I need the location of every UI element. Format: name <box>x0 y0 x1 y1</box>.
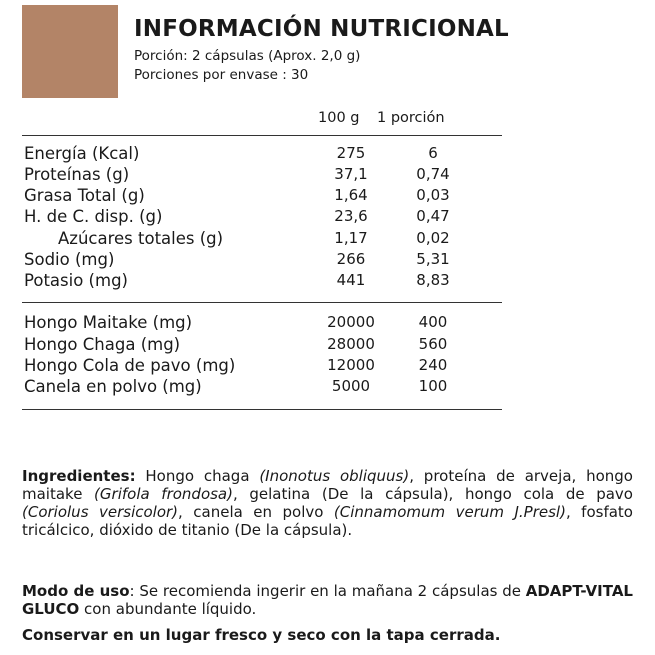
ingredients-paragraph <box>22 467 633 539</box>
value-serving: 0,74 <box>416 165 450 183</box>
value-100g: 37,1 <box>334 165 368 183</box>
value-serving: 0,47 <box>416 207 450 225</box>
value-serving: 560 <box>418 335 448 353</box>
scientific-name: (Cinnamomum verum J.Presl) <box>333 503 566 521</box>
page-title: INFORMACIÓN NUTRICIONAL <box>134 16 509 42</box>
table-row <box>22 271 502 292</box>
ingredients-text: , proteína de arveja, hongo maitake <box>22 467 633 503</box>
table-row <box>22 250 502 271</box>
usage-paragraph <box>22 582 633 618</box>
ingredients-text: , gelatina (De la cápsula), hongo cola de pavo <box>232 485 633 503</box>
value-serving: 240 <box>418 356 448 374</box>
value-100g: 12000 <box>327 356 375 374</box>
table-row <box>22 313 502 334</box>
value-serving: 6 <box>428 144 438 162</box>
ingredients-heading: Ingredientes: <box>22 467 136 485</box>
table-row <box>22 144 502 165</box>
table-row <box>22 377 502 398</box>
value-serving: 100 <box>418 377 448 395</box>
value-100g: 5000 <box>331 377 371 395</box>
usage-heading: Modo de uso <box>22 582 130 600</box>
row-label: Hongo Cola de pavo (mg) <box>24 356 236 375</box>
value-100g: 1,64 <box>334 186 368 204</box>
row-label: Energía (Kcal) <box>24 144 140 163</box>
value-100g: 275 <box>336 144 366 162</box>
divider-top <box>22 135 502 136</box>
value-serving: 400 <box>418 313 448 331</box>
value-100g: 20000 <box>327 313 375 331</box>
row-label: Proteínas (g) <box>24 165 130 184</box>
table-row <box>22 356 502 377</box>
value-serving: 0,03 <box>416 186 450 204</box>
divider-middle <box>22 302 502 303</box>
ingredients-text: , fosfato tricálcico, dióxido de titanio (De la cápsula). <box>22 503 633 539</box>
row-label: Sodio (mg) <box>24 250 115 269</box>
table-row <box>22 229 502 250</box>
table-row <box>22 207 502 228</box>
row-label: Potasio (mg) <box>24 271 128 290</box>
column-header-100g: 100 g <box>318 110 360 126</box>
scientific-name: (Grifola frondosa) <box>94 485 233 503</box>
serving-size: Porción: 2 cápsulas (Aprox. 2,0 g) <box>134 48 361 64</box>
value-100g: 23,6 <box>334 207 368 225</box>
color-swatch <box>22 5 118 98</box>
value-serving: 5,31 <box>416 250 450 268</box>
table-row <box>22 165 502 186</box>
ingredients-text: , canela en polvo <box>178 503 334 521</box>
storage-note: Conservar en un lugar fresco y seco con la tapa cerrada. <box>22 626 501 644</box>
scientific-name: (Coriolus versicolor) <box>22 503 179 521</box>
row-label: Hongo Maitake (mg) <box>24 313 193 332</box>
row-label: Grasa Total (g) <box>24 186 145 205</box>
scientific-name: (Inonotus obliquus) <box>259 467 410 485</box>
value-100g: 1,17 <box>334 229 368 247</box>
ingredients-text: Hongo chaga <box>135 467 260 485</box>
usage-text: con abundante líquido. <box>79 600 257 618</box>
row-label: Azúcares totales (g) <box>58 229 224 248</box>
product-name: ADAPT-VITAL GLUCO <box>22 582 633 618</box>
value-serving: 8,83 <box>416 271 450 289</box>
row-label: Canela en polvo (mg) <box>24 377 202 396</box>
row-label: H. de C. disp. (g) <box>24 207 163 226</box>
table-row <box>22 186 502 207</box>
value-100g: 28000 <box>327 335 375 353</box>
value-100g: 266 <box>336 250 366 268</box>
divider-bottom <box>22 409 502 410</box>
value-serving: 0,02 <box>416 229 450 247</box>
value-100g: 441 <box>336 271 366 289</box>
row-label: Hongo Chaga (mg) <box>24 335 181 354</box>
table-row <box>22 335 502 356</box>
servings-per-container: Porciones por envase : 30 <box>134 67 309 83</box>
column-header-serving: 1 porción <box>377 110 445 126</box>
usage-text: : Se recomienda ingerir en la mañana 2 cápsulas de <box>129 582 526 600</box>
